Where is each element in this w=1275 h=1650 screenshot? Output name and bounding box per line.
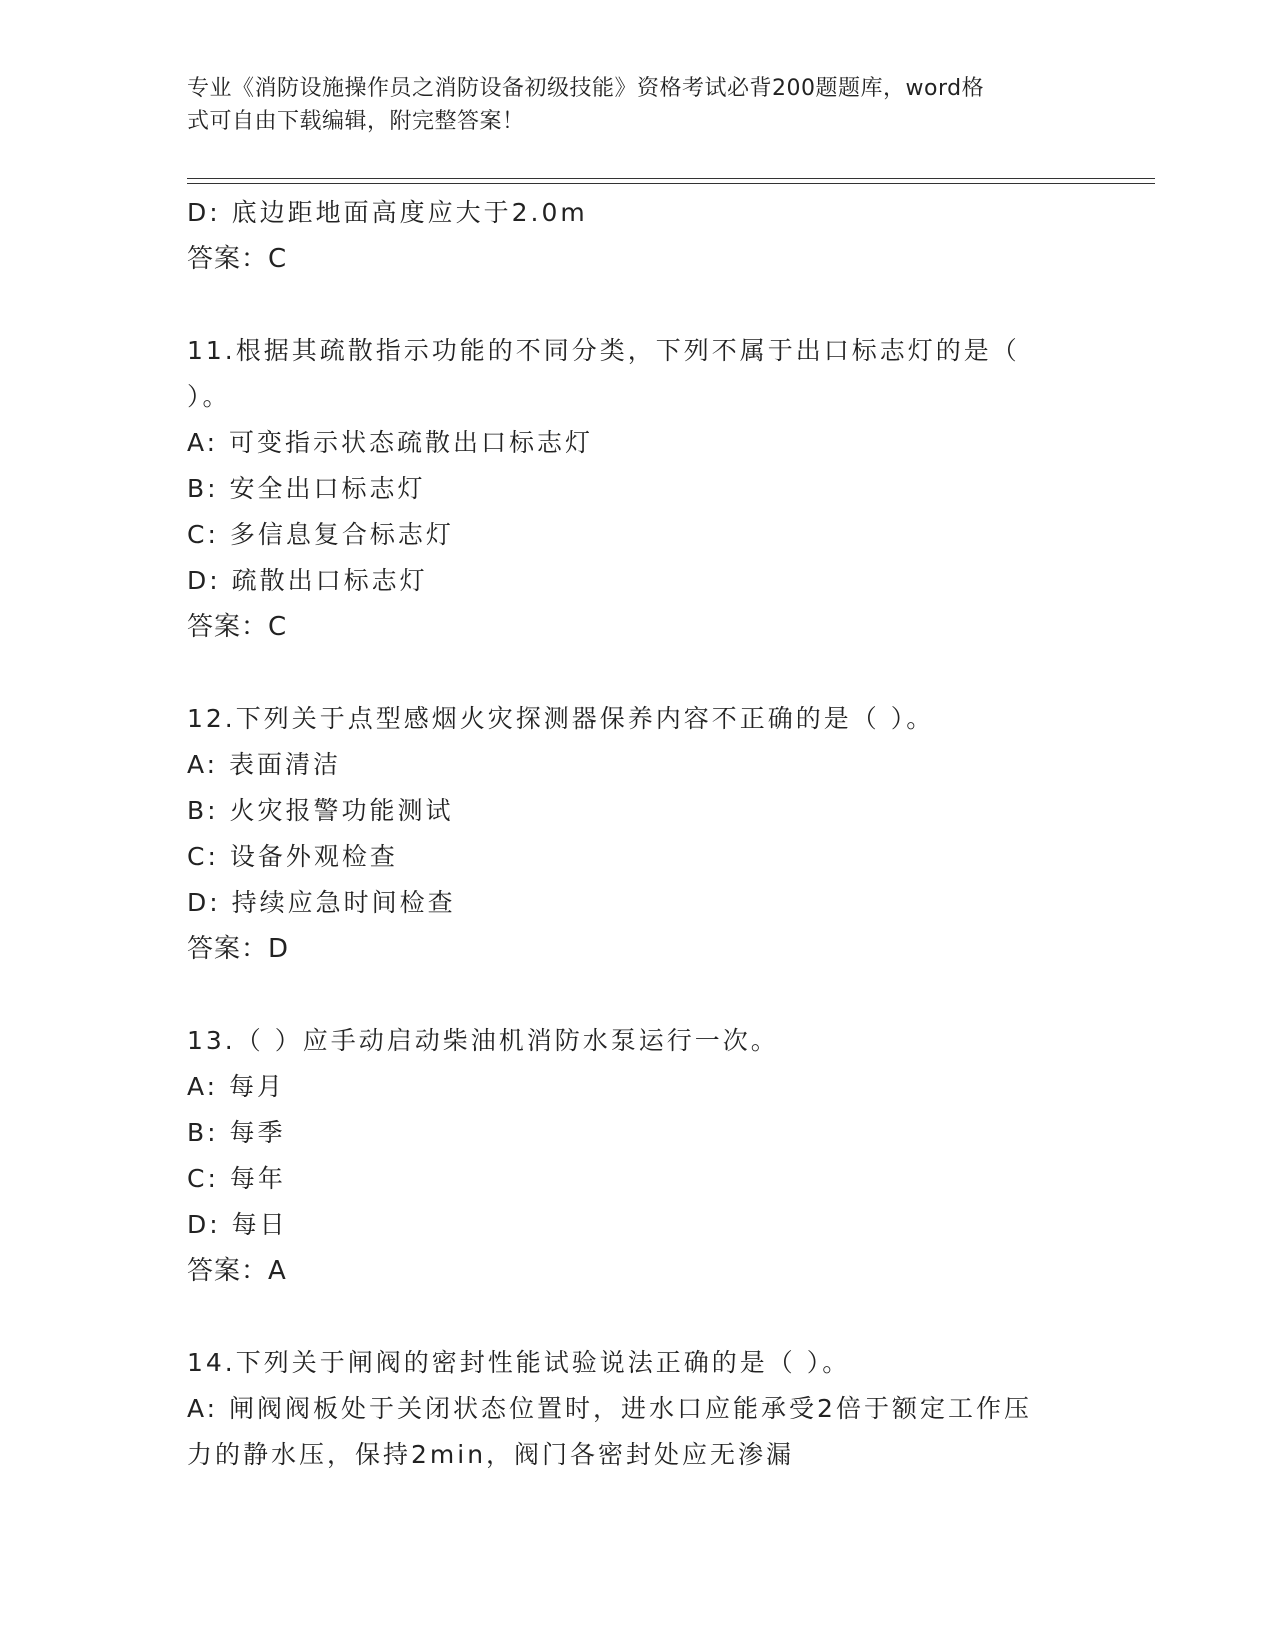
question-13 (187, 1018, 1077, 1294)
option-a: A: 表面清洁 (187, 750, 342, 779)
header-divider-top (187, 178, 1155, 179)
answer-line: 答案：A (187, 1256, 287, 1286)
header-line-2: 式可自由下载编辑，附完整答案！ (187, 109, 525, 134)
option-a: A: 可变指示状态疏散出口标志灯 (187, 428, 594, 457)
option-a-continued: 力的静水压，保持2min，阀门各密封处应无渗漏 (187, 1440, 795, 1469)
answer-line: 答案：C (187, 244, 288, 274)
header-divider-bottom (187, 183, 1155, 184)
question-stem: 12.下列关于点型感烟火灾探测器保养内容不正确的是（ ）。 (187, 704, 935, 733)
answer-line: 答案：D (187, 934, 290, 964)
previous-question-tail (187, 190, 1077, 282)
option-a: A: 每月 (187, 1072, 286, 1101)
option-b: B: 每季 (187, 1118, 286, 1147)
question-stem: 13.（ ）应手动启动柴油机消防水泵运行一次。 (187, 1026, 779, 1055)
answer-line: 答案：C (187, 612, 288, 642)
document-header (187, 72, 1087, 138)
option-d: D: 持续应急时间检查 (187, 888, 456, 917)
question-stem: 11.根据其疏散指示功能的不同分类，下列不属于出口标志灯的是（ (187, 336, 1020, 365)
question-content (187, 190, 1077, 1478)
question-stem: 14.下列关于闸阀的密封性能试验说法正确的是（ ）。 (187, 1348, 851, 1377)
option-c: C: 每年 (187, 1164, 286, 1193)
question-12 (187, 696, 1077, 972)
option-d: D: 疏散出口标志灯 (187, 566, 428, 595)
option-d: D: 底边距地面高度应大于2.0m (187, 198, 588, 227)
option-c: C: 设备外观检查 (187, 842, 398, 871)
question-stem-continued: ）。 (187, 382, 231, 411)
question-11 (187, 328, 1077, 650)
question-14 (187, 1340, 1077, 1478)
option-b: B: 安全出口标志灯 (187, 474, 426, 503)
option-c: C: 多信息复合标志灯 (187, 520, 454, 549)
option-a: A: 闸阀阀板处于关闭状态位置时，进水口应能承受2倍于额定工作压 (187, 1394, 1032, 1423)
header-line-1: 专业《消防设施操作员之消防设备初级技能》资格考试必背200题题库，word格 (187, 76, 985, 101)
option-b: B: 火灾报警功能测试 (187, 796, 454, 825)
option-d: D: 每日 (187, 1210, 288, 1239)
